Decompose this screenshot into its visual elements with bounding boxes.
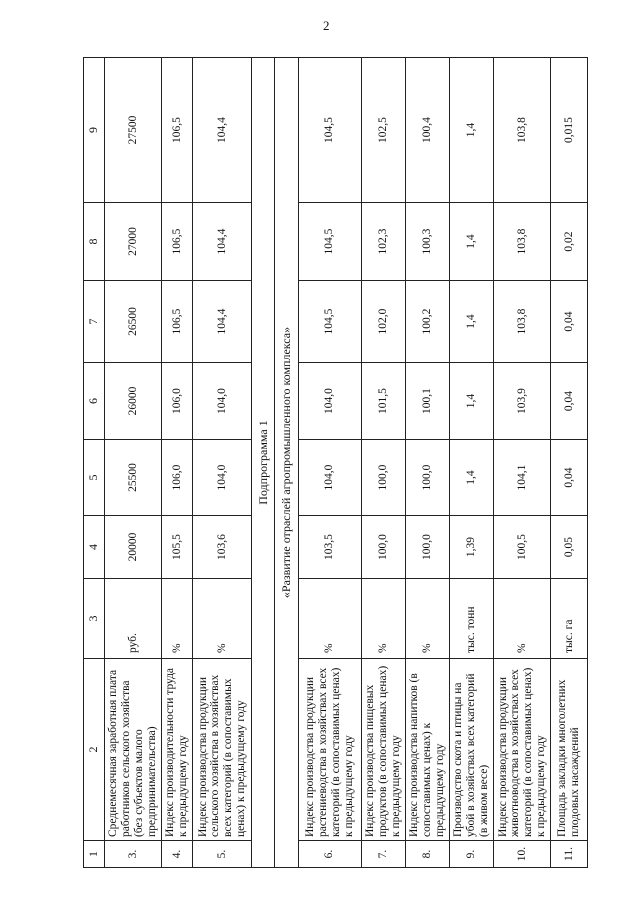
value-cell: 104,0 [298, 440, 361, 516]
page-number: 2 [323, 18, 330, 33]
subprogram-subtitle: «Развитие отраслей агропромышленного комплекса» [275, 58, 298, 868]
subprogram-subtitle-row [275, 58, 298, 868]
value-cell: 106,0 [162, 440, 193, 516]
value-cell: 27500 [105, 58, 162, 203]
value-cell: 105,5 [162, 516, 193, 579]
indicator-name: Индекс производительности труда к предыдущему году [162, 659, 193, 841]
value-cell: 102,5 [361, 58, 405, 203]
value-cell: 100,4 [405, 58, 449, 203]
indicator-name: Индекс производства продукции сельского хозяйства в хозяйствах всех категорий (в сопоставимых ценах) к предыдущему году [193, 659, 252, 841]
value-cell: 104,0 [298, 363, 361, 440]
indicator-table [83, 57, 588, 868]
value-cell: 1,4 [450, 203, 494, 281]
value-cell: 102,0 [361, 281, 405, 363]
value-cell: 103,8 [494, 203, 551, 281]
row-number: 7. [361, 841, 405, 868]
value-cell: 106,0 [162, 363, 193, 440]
value-cell: 102,3 [361, 203, 405, 281]
unit-cell: % [193, 579, 252, 659]
value-cell: 106,5 [162, 203, 193, 281]
value-cell: 1,4 [450, 58, 494, 203]
column-number-row [84, 58, 105, 868]
indicator-name: Индекс производства напитков (в сопоставимых ценах) к предыдущему году [405, 659, 449, 841]
value-cell: 106,5 [162, 281, 193, 363]
value-cell: 0,04 [551, 363, 588, 440]
indicator-name: Производство скота и птицы на убой в хозяйствах всех категорий (в живом весе) [450, 659, 494, 841]
value-cell: 100,0 [405, 440, 449, 516]
column-number-2: 2 [84, 659, 105, 841]
unit-cell: тыс. га [551, 579, 588, 659]
value-cell: 27000 [105, 203, 162, 281]
value-cell: 103,5 [298, 516, 361, 579]
value-cell: 104,1 [494, 440, 551, 516]
value-cell: 0,04 [551, 281, 588, 363]
column-number-4: 4 [84, 516, 105, 579]
table-row [494, 58, 551, 868]
value-cell: 103,6 [193, 516, 252, 579]
table-row [298, 58, 361, 868]
row-number: 11. [551, 841, 588, 868]
column-number-6: 6 [84, 363, 105, 440]
value-cell: 104,5 [298, 203, 361, 281]
subprogram-title-row [252, 58, 275, 868]
unit-cell: руб. [105, 579, 162, 659]
value-cell: 100,0 [361, 440, 405, 516]
column-number-1: 1 [84, 841, 105, 868]
value-cell: 26000 [105, 363, 162, 440]
indicator-name: Среднемесячная заработная плата работников сельского хозяйства (без субъектов малого предпринимательства) [105, 659, 162, 841]
value-cell: 0,02 [551, 203, 588, 281]
indicator-name: Индекс производства продукции растениеводства в хозяйствах всех категорий (в сопоставимых ценах) к предыдущему году [298, 659, 361, 841]
value-cell: 104,4 [193, 58, 252, 203]
table-row [551, 58, 588, 868]
value-cell: 1,4 [450, 363, 494, 440]
value-cell: 104,5 [298, 58, 361, 203]
row-number: 8. [405, 841, 449, 868]
table-row [405, 58, 449, 868]
rotated-table-frame [83, 58, 588, 868]
row-number: 4. [162, 841, 193, 868]
value-cell: 104,4 [193, 281, 252, 363]
row-number: 5. [193, 841, 252, 868]
unit-cell: % [298, 579, 361, 659]
value-cell: 100,3 [405, 203, 449, 281]
value-cell: 106,5 [162, 58, 193, 203]
table-row [361, 58, 405, 868]
table-row [450, 58, 494, 868]
value-cell: 100,0 [361, 516, 405, 579]
table-row [105, 58, 162, 868]
value-cell: 0,05 [551, 516, 588, 579]
value-cell: 1,39 [450, 516, 494, 579]
row-number: 9. [450, 841, 494, 868]
value-cell: 1,4 [450, 281, 494, 363]
value-cell: 0,04 [551, 440, 588, 516]
value-cell: 104,0 [193, 440, 252, 516]
value-cell: 100,2 [405, 281, 449, 363]
row-number: 3. [105, 841, 162, 868]
unit-cell: тыс. тонн [450, 579, 494, 659]
indicator-table-container [83, 58, 588, 868]
value-cell: 1,4 [450, 440, 494, 516]
value-cell: 103,9 [494, 363, 551, 440]
table-row [162, 58, 193, 868]
row-number: 6. [298, 841, 361, 868]
value-cell: 104,4 [193, 203, 252, 281]
value-cell: 0,015 [551, 58, 588, 203]
indicator-name: Индекс производства продукции животноводства в хозяйствах всех категорий (в сопоставимых ценах) к предыдущему году [494, 659, 551, 841]
indicator-name: Индекс производства пищевых продуктов (в сопоставимых ценах) к предыдущему году [361, 659, 405, 841]
unit-cell: % [361, 579, 405, 659]
value-cell: 103,8 [494, 281, 551, 363]
column-number-9: 9 [84, 58, 105, 203]
value-cell: 104,5 [298, 281, 361, 363]
unit-cell: % [405, 579, 449, 659]
value-cell: 103,8 [494, 58, 551, 203]
value-cell: 100,1 [405, 363, 449, 440]
row-number: 10. [494, 841, 551, 868]
value-cell: 100,5 [494, 516, 551, 579]
subprogram-title: Подпрограмма 1 [252, 58, 275, 868]
value-cell: 25500 [105, 440, 162, 516]
value-cell: 101,5 [361, 363, 405, 440]
column-number-7: 7 [84, 281, 105, 363]
column-number-5: 5 [84, 440, 105, 516]
indicator-name: Площадь закладки многолетних плодовых насаждений [551, 659, 588, 841]
column-number-3: 3 [84, 579, 105, 659]
value-cell: 104,0 [193, 363, 252, 440]
column-number-8: 8 [84, 203, 105, 281]
value-cell: 26500 [105, 281, 162, 363]
value-cell: 100,0 [405, 516, 449, 579]
table-row [193, 58, 252, 868]
unit-cell: % [162, 579, 193, 659]
value-cell: 20000 [105, 516, 162, 579]
unit-cell: % [494, 579, 551, 659]
